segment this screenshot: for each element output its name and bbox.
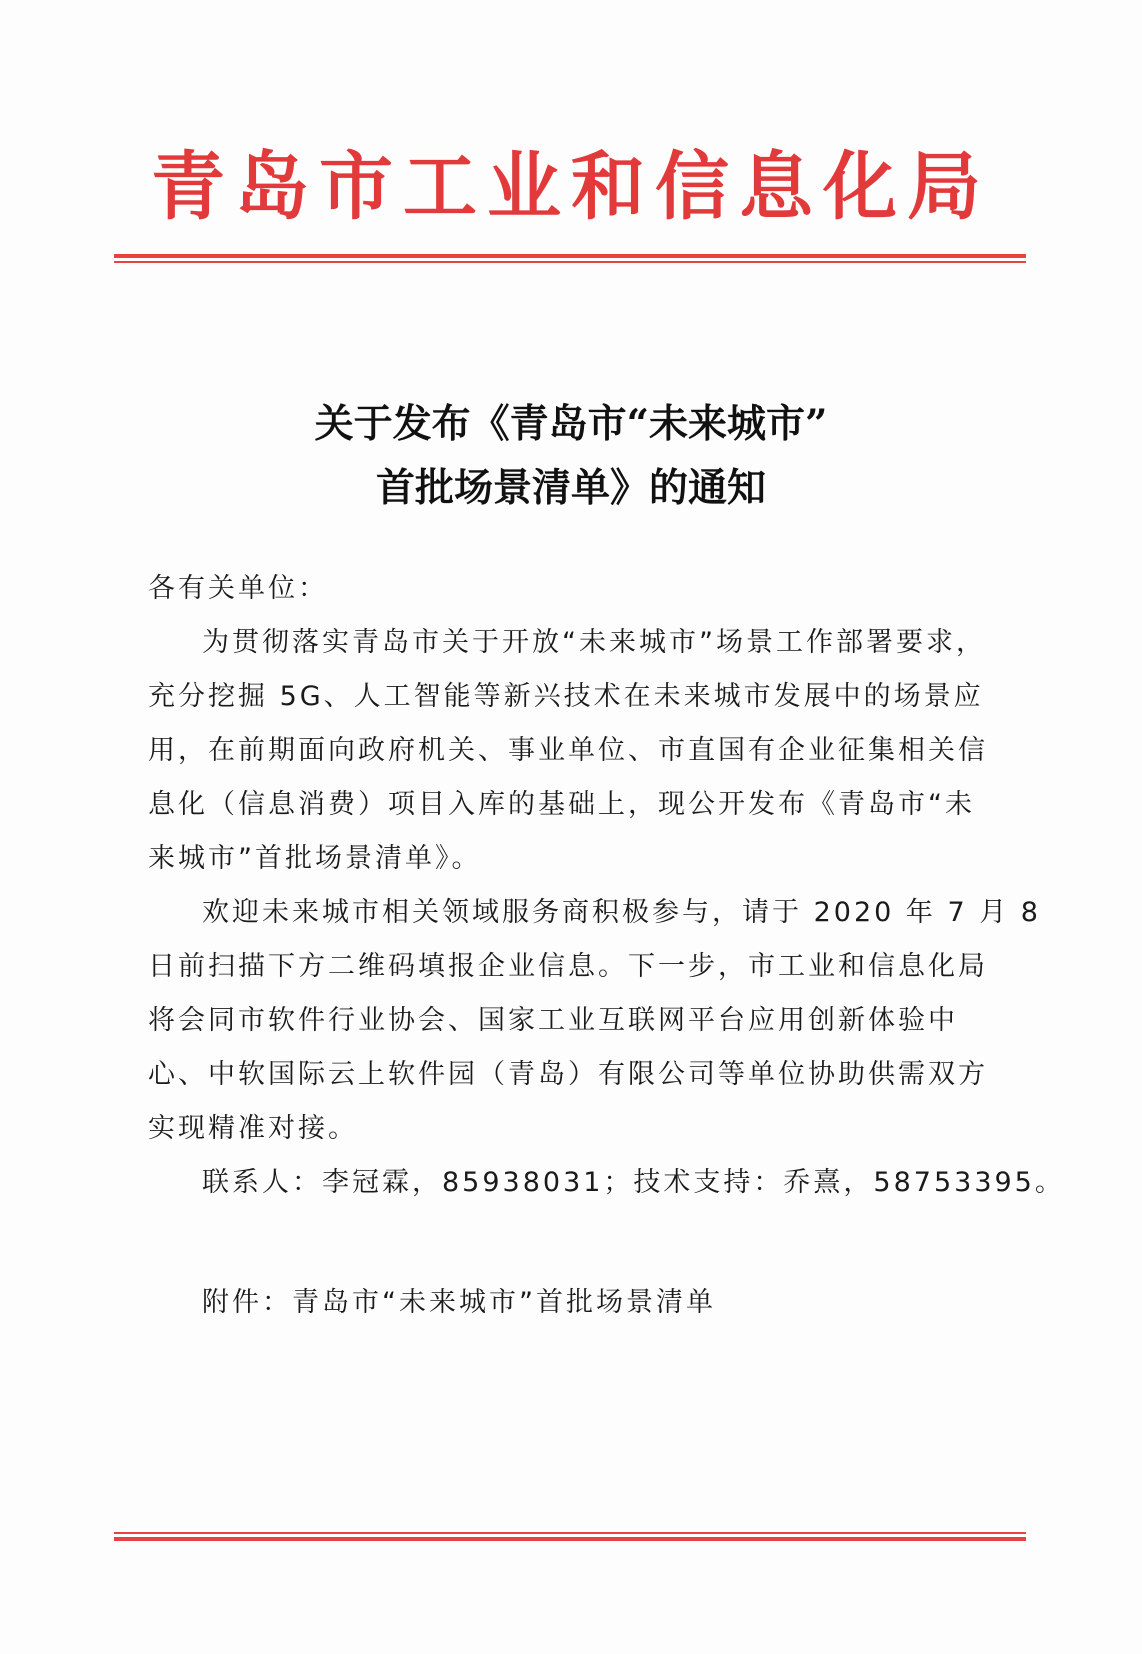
issuer-masthead: 青岛市工业和信息化局 xyxy=(151,144,991,230)
title-line-2: 首批场景清单》的通知 xyxy=(375,465,766,511)
attachment-line: 附件：青岛市“未来城市”首批场景清单 xyxy=(202,1287,716,1318)
salutation: 各有关单位： xyxy=(148,573,328,604)
body-line: 为贯彻落实青岛市关于开放“未来城市”场景工作部署要求， xyxy=(202,627,986,658)
title-line-1: 关于发布《青岛市“未来城市” xyxy=(314,401,828,447)
notice-body xyxy=(148,562,1065,1210)
contact-line: 联系人：李冠霖，85938031；技术支持：乔熹，58753395。 xyxy=(202,1167,1065,1198)
body-line: 息化（信息消费）项目入库的基础上，现公开发布《青岛市“未 xyxy=(148,789,975,820)
body-line: 心、中软国际云上软件园（青岛）有限公司等单位协助供需双方 xyxy=(148,1059,988,1090)
notice-title xyxy=(0,392,1142,520)
body-line: 来城市”首批场景清单》。 xyxy=(148,843,482,874)
body-line: 欢迎未来城市相关领域服务商积极参与，请于 2020 年 7 月 8 xyxy=(202,897,1041,928)
body-line: 用，在前期面向政府机关、事业单位、市直国有企业征集相关信 xyxy=(148,735,988,766)
bottom-red-rule xyxy=(114,1532,1026,1541)
body-line: 充分挖掘 5G、人工智能等新兴技术在未来城市发展中的场景应 xyxy=(148,681,984,712)
body-line: 实现精准对接。 xyxy=(148,1113,358,1144)
body-line: 日前扫描下方二维码填报企业信息。下一步，市工业和信息化局 xyxy=(148,951,988,982)
top-red-rule xyxy=(114,254,1026,263)
body-line: 将会同市软件行业协会、国家工业互联网平台应用创新体验中 xyxy=(148,1005,958,1036)
